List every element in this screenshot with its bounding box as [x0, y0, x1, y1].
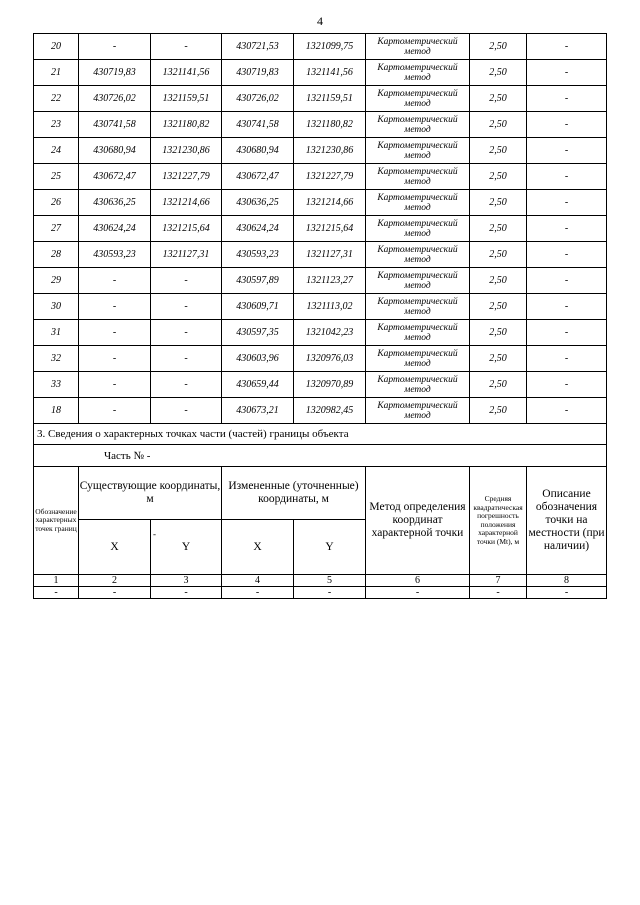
column-number-cell: 8: [527, 575, 607, 587]
description-cell: -: [527, 164, 607, 190]
existing-x-cell: -: [79, 320, 151, 346]
header-accuracy: Средняя квадратическая погрешность положения характерной точки (Mt), м: [470, 467, 527, 575]
changed-x-cell: 430672,47: [222, 164, 294, 190]
point-number-cell: 24: [34, 138, 79, 164]
changed-x-cell: 430609,71: [222, 294, 294, 320]
changed-y-cell: 1321159,51: [294, 86, 366, 112]
changed-y-cell: 1321127,31: [294, 242, 366, 268]
table-row: [34, 372, 607, 398]
accuracy-cell: 2,50: [470, 138, 527, 164]
header-description: Описание обозначения точки на местности (при наличии): [527, 467, 607, 575]
changed-y-cell: 1321141,56: [294, 60, 366, 86]
description-cell: -: [527, 190, 607, 216]
column-number-cell: 4: [222, 575, 294, 587]
accuracy-cell: 2,50: [470, 242, 527, 268]
table-row: [34, 86, 607, 112]
table-row: [34, 34, 607, 60]
table-row: [34, 398, 607, 424]
point-number-cell: 18: [34, 398, 79, 424]
existing-y-cell: 1321215,64: [151, 216, 222, 242]
method-cell: Картометрический метод: [366, 112, 470, 138]
existing-y-cell: 1321214,66: [151, 190, 222, 216]
existing-y-cell: 1321141,56: [151, 60, 222, 86]
method-cell: Картометрический метод: [366, 138, 470, 164]
column-numbers-row: [34, 575, 607, 587]
changed-y-cell: 1320976,03: [294, 346, 366, 372]
existing-y-cell: 1321227,79: [151, 164, 222, 190]
existing-x-cell: -: [79, 346, 151, 372]
accuracy-cell: 2,50: [470, 164, 527, 190]
table-row: [34, 242, 607, 268]
existing-y-cell: 1321159,51: [151, 86, 222, 112]
header-changed-y: Y: [294, 520, 366, 575]
empty-cell: -: [366, 587, 470, 599]
description-cell: -: [527, 216, 607, 242]
changed-x-cell: 430624,24: [222, 216, 294, 242]
description-cell: -: [527, 86, 607, 112]
coordinates-table: [33, 33, 607, 599]
empty-cell: -: [527, 587, 607, 599]
existing-y-cell: -: [151, 268, 222, 294]
description-cell: -: [527, 346, 607, 372]
method-cell: Картометрический метод: [366, 60, 470, 86]
changed-x-cell: 430680,94: [222, 138, 294, 164]
changed-x-cell: 430659,44: [222, 372, 294, 398]
section3-title: 3. Сведения о характерных точках части (частей) границы объекта: [34, 424, 607, 445]
changed-y-cell: 1321227,79: [294, 164, 366, 190]
changed-x-cell: 430636,25: [222, 190, 294, 216]
changed-x-cell: 430597,35: [222, 320, 294, 346]
table-row: [34, 190, 607, 216]
header-existing-y: Y: [181, 541, 191, 553]
header-existing-y-cell: [151, 520, 222, 575]
empty-cell: -: [470, 587, 527, 599]
method-cell: Картометрический метод: [366, 294, 470, 320]
table-row: [34, 268, 607, 294]
method-cell: Картометрический метод: [366, 320, 470, 346]
column-number-cell: 5: [294, 575, 366, 587]
method-cell: Картометрический метод: [366, 164, 470, 190]
description-cell: -: [527, 242, 607, 268]
existing-x-cell: 430624,24: [79, 216, 151, 242]
header-method: Метод определения координат характерной точки: [366, 467, 470, 575]
description-cell: -: [527, 320, 607, 346]
changed-y-cell: 1320970,89: [294, 372, 366, 398]
changed-x-cell: 430603,96: [222, 346, 294, 372]
changed-y-cell: 1321214,66: [294, 190, 366, 216]
changed-x-cell: 430593,23: [222, 242, 294, 268]
changed-y-cell: 1320982,45: [294, 398, 366, 424]
existing-x-cell: -: [79, 268, 151, 294]
accuracy-cell: 2,50: [470, 216, 527, 242]
existing-x-cell: 430726,02: [79, 86, 151, 112]
changed-y-cell: 1321180,82: [294, 112, 366, 138]
existing-y-cell: -: [151, 34, 222, 60]
point-number-cell: 33: [34, 372, 79, 398]
changed-y-cell: 1321230,86: [294, 138, 366, 164]
table-row: [34, 138, 607, 164]
existing-y-cell: -: [151, 294, 222, 320]
column-number-cell: 3: [151, 575, 222, 587]
existing-x-cell: -: [79, 294, 151, 320]
method-cell: Картометрический метод: [366, 190, 470, 216]
existing-x-cell: 430719,83: [79, 60, 151, 86]
accuracy-cell: 2,50: [470, 346, 527, 372]
column-number-cell: 1: [34, 575, 79, 587]
empty-cell: -: [151, 587, 222, 599]
empty-cell: -: [34, 587, 79, 599]
changed-x-cell: 430741,58: [222, 112, 294, 138]
part-label: Часть № -: [34, 445, 607, 467]
description-cell: -: [527, 138, 607, 164]
description-cell: -: [527, 398, 607, 424]
method-cell: Картометрический метод: [366, 372, 470, 398]
point-number-cell: 21: [34, 60, 79, 86]
point-number-cell: 27: [34, 216, 79, 242]
header-changed-x: X: [222, 520, 294, 575]
existing-x-cell: -: [79, 372, 151, 398]
table-row: [34, 60, 607, 86]
accuracy-cell: 2,50: [470, 320, 527, 346]
existing-y-cell: -: [151, 398, 222, 424]
changed-y-cell: 1321099,75: [294, 34, 366, 60]
points-table-body: [34, 34, 607, 424]
changed-y-cell: 1321123,27: [294, 268, 366, 294]
empty-data-row: [34, 587, 607, 599]
changed-x-cell: 430726,02: [222, 86, 294, 112]
existing-y-cell: 1321127,31: [151, 242, 222, 268]
method-cell: Картометрический метод: [366, 86, 470, 112]
existing-y-cell: 1321180,82: [151, 112, 222, 138]
section3-block: [34, 424, 607, 599]
existing-x-cell: 430593,23: [79, 242, 151, 268]
description-cell: -: [527, 294, 607, 320]
changed-y-cell: 1321215,64: [294, 216, 366, 242]
table-row: [34, 320, 607, 346]
point-number-cell: 26: [34, 190, 79, 216]
existing-x-cell: 430636,25: [79, 190, 151, 216]
point-number-cell: 20: [34, 34, 79, 60]
column-number-cell: 6: [366, 575, 470, 587]
point-number-cell: 22: [34, 86, 79, 112]
stray-dash-mark: -: [153, 529, 156, 539]
method-cell: Картометрический метод: [366, 346, 470, 372]
accuracy-cell: 2,50: [470, 268, 527, 294]
header-designation: Обозначение характерных точек границ: [34, 467, 79, 575]
point-number-cell: 30: [34, 294, 79, 320]
accuracy-cell: 2,50: [470, 190, 527, 216]
existing-x-cell: 430741,58: [79, 112, 151, 138]
method-cell: Картометрический метод: [366, 242, 470, 268]
column-number-cell: 2: [79, 575, 151, 587]
point-number-cell: 32: [34, 346, 79, 372]
table-row: [34, 216, 607, 242]
existing-y-cell: 1321230,86: [151, 138, 222, 164]
empty-cell: -: [79, 587, 151, 599]
existing-y-cell: -: [151, 320, 222, 346]
column-number-cell: 7: [470, 575, 527, 587]
existing-x-cell: 430672,47: [79, 164, 151, 190]
existing-y-cell: -: [151, 346, 222, 372]
page-number: 4: [317, 14, 323, 28]
description-cell: -: [527, 112, 607, 138]
table-row: [34, 294, 607, 320]
changed-x-cell: 430673,21: [222, 398, 294, 424]
header-changed-coords: Измененные (уточненные) координаты, м: [222, 467, 366, 520]
method-cell: Картометрический метод: [366, 216, 470, 242]
method-cell: Картометрический метод: [366, 398, 470, 424]
point-number-cell: 25: [34, 164, 79, 190]
accuracy-cell: 2,50: [470, 60, 527, 86]
empty-cell: -: [294, 587, 366, 599]
point-number-cell: 31: [34, 320, 79, 346]
header-existing-coords: Существующие координаты, м: [79, 467, 222, 520]
accuracy-cell: 2,50: [470, 86, 527, 112]
existing-x-cell: -: [79, 34, 151, 60]
existing-x-cell: 430680,94: [79, 138, 151, 164]
changed-y-cell: 1321113,02: [294, 294, 366, 320]
changed-x-cell: 430719,83: [222, 60, 294, 86]
point-number-cell: 28: [34, 242, 79, 268]
table-row: [34, 112, 607, 138]
accuracy-cell: 2,50: [470, 372, 527, 398]
changed-x-cell: 430597,89: [222, 268, 294, 294]
table-row: [34, 346, 607, 372]
method-cell: Картометрический метод: [366, 268, 470, 294]
accuracy-cell: 2,50: [470, 398, 527, 424]
changed-y-cell: 1321042,23: [294, 320, 366, 346]
accuracy-cell: 2,50: [470, 34, 527, 60]
existing-y-cell: -: [151, 372, 222, 398]
empty-cell: -: [222, 587, 294, 599]
accuracy-cell: 2,50: [470, 294, 527, 320]
point-number-cell: 23: [34, 112, 79, 138]
description-cell: -: [527, 34, 607, 60]
header-existing-x: X: [79, 520, 151, 575]
accuracy-cell: 2,50: [470, 112, 527, 138]
description-cell: -: [527, 268, 607, 294]
description-cell: -: [527, 372, 607, 398]
existing-x-cell: -: [79, 398, 151, 424]
method-cell: Картометрический метод: [366, 34, 470, 60]
point-number-cell: 29: [34, 268, 79, 294]
description-cell: -: [527, 60, 607, 86]
table-row: [34, 164, 607, 190]
changed-x-cell: 430721,53: [222, 34, 294, 60]
